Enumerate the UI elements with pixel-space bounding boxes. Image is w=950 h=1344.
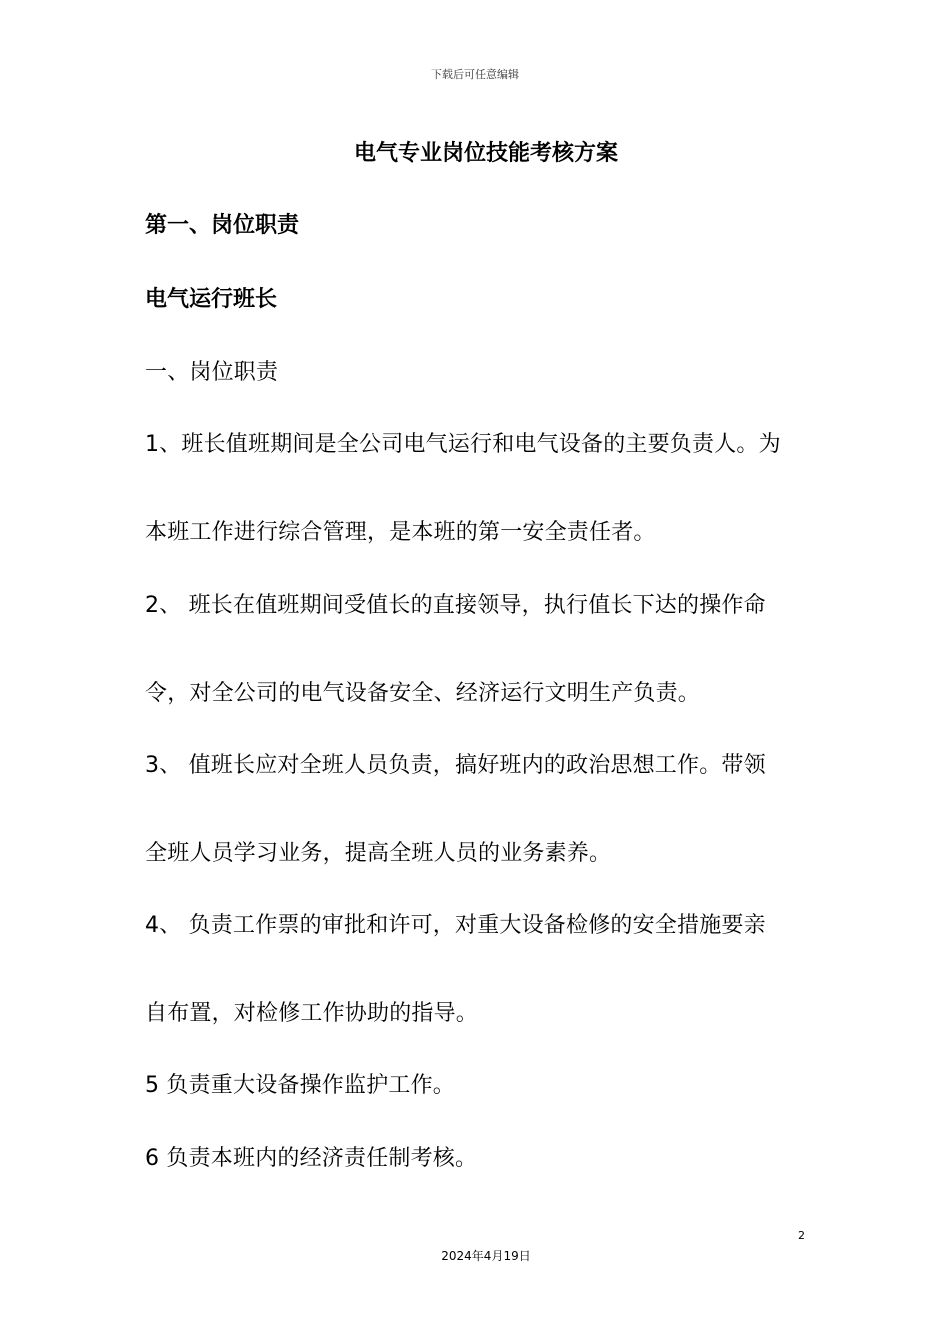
header-note: 下载后可任意编辑 [431,68,519,81]
body-line-8: 自布置，对检修工作协助的指导。 [145,1001,479,1026]
page-number: 2 [798,1229,805,1242]
document-title: 电气专业岗位技能考核方案 [353,141,618,166]
body-line-1: 1、班长值班期间是全公司电气运行和电气设备的主要负责人。为 [145,432,781,457]
body-line-3: 2、 班长在值班期间受值长的直接领导，执行值长下达的操作命 [145,593,766,618]
body-line-5: 3、 值班长应对全班人员负责，搞好班内的政治思想工作。带领 [145,753,766,778]
footer-date: 2024年4月19日 [441,1249,531,1263]
section-heading: 第一、岗位职责 [145,213,300,238]
sub-heading: 一、岗位职责 [145,360,279,385]
body-line-9: 5 负责重大设备操作监护工作。 [145,1073,455,1098]
subsection-heading: 电气运行班长 [145,287,278,312]
body-line-7: 4、 负责工作票的审批和许可，对重大设备检修的安全措施要亲 [145,913,766,938]
body-line-2: 本班工作进行综合管理，是本班的第一安全责任者。 [145,520,656,545]
body-line-4: 令，对全公司的电气设备安全、经济运行文明生产负责。 [145,681,701,706]
body-line-6: 全班人员学习业务，提高全班人员的业务素养。 [145,841,612,866]
body-line-10: 6 负责本班内的经济责任制考核。 [145,1146,478,1171]
